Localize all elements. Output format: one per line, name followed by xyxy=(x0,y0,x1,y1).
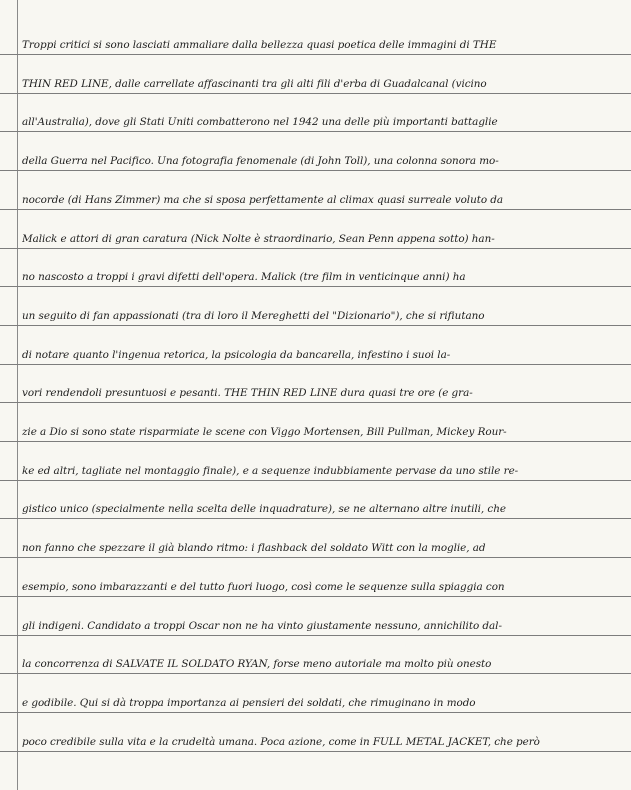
ruled-line xyxy=(0,93,631,94)
text-line-11: zie a Dio si sono state risparmiate le scene con Viggo Mortensen, Bill Pullman, Mickey Rour- xyxy=(22,426,507,438)
text-line-15: esempio, sono imbarazzanti e del tutto fuori luogo, così come le sequenze sulla spiaggia con xyxy=(22,581,505,593)
ruled-line xyxy=(0,131,631,132)
ruled-line xyxy=(0,286,631,287)
text-line-4: della Guerra nel Pacifico. Una fotografia fenomenale (di John Toll), una colonna sonora mo- xyxy=(22,155,499,167)
text-line-18: e godibile. Qui si dà troppa importanza ai pensieri dei soldati, che rimuginano in modo xyxy=(22,697,476,709)
ruled-line xyxy=(0,751,631,752)
ruled-line xyxy=(0,480,631,481)
ruled-line xyxy=(0,248,631,249)
text-line-5: nocorde (di Hans Zimmer) ma che si sposa perfettamente al climax quasi surreale voluto da xyxy=(22,194,504,206)
text-line-3: all'Australia), dove gli Stati Uniti combatterono nel 1942 una delle più importanti battaglie xyxy=(22,116,498,128)
text-line-2: THIN RED LINE, dalle carrellate affascinanti tra gli alti fili d'erba di Guadalcanal (vicino xyxy=(22,78,487,90)
text-line-7: no nascosto a troppi i gravi difetti dell'opera. Malick (tre film in venticinque anni) ha xyxy=(22,271,466,283)
ruled-line xyxy=(0,673,631,674)
ruled-line xyxy=(0,209,631,210)
ruled-line xyxy=(0,712,631,713)
ruled-line xyxy=(0,441,631,442)
ruled-line xyxy=(0,518,631,519)
text-line-12: ke ed altri, tagliate nel montaggio finale), e a sequenze indubbiamente pervase da uno stile re- xyxy=(22,465,519,477)
ruled-line xyxy=(0,54,631,55)
ruled-line xyxy=(0,325,631,326)
text-line-9: di notare quanto l'ingenua retorica, la psicologia da bancarella, infestino i suoi la- xyxy=(22,349,451,361)
margin-line xyxy=(17,0,18,790)
text-line-13: gistico unico (specialmente nella scelta delle inquadrature), se ne alternano altre inutili, che xyxy=(22,503,506,515)
text-line-8: un seguito di fan appassionati (tra di loro il Mereghetti del "Dizionario"), che si rifiutano xyxy=(22,310,485,322)
text-line-16: gli indigeni. Candidato a troppi Oscar non ne ha vinto giustamente nessuno, annichilito dal- xyxy=(22,620,502,632)
ruled-line xyxy=(0,557,631,558)
ruled-line xyxy=(0,596,631,597)
text-line-1: Troppi critici si sono lasciati ammaliare dalla bellezza quasi poetica delle immagini di THE xyxy=(22,39,497,51)
ruled-line xyxy=(0,635,631,636)
ruled-line xyxy=(0,402,631,403)
text-line-14: non fanno che spezzare il già blando ritmo: i flashback del soldato Witt con la moglie, ad xyxy=(22,542,486,554)
ruled-line xyxy=(0,364,631,365)
text-line-19: poco credibile sulla vita e la crudeltà umana. Poca azione, come in FULL METAL JACKET, che però xyxy=(22,736,540,748)
text-line-6: Malick e attori di gran caratura (Nick Nolte è straordinario, Sean Penn appena sotto) han- xyxy=(22,233,495,245)
text-line-17: la concorrenza di SALVATE IL SOLDATO RYAN, forse meno autoriale ma molto più onesto xyxy=(22,658,492,670)
text-line-10: vori rendendoli presuntuosi e pesanti. THE THIN RED LINE dura quasi tre ore (e gra- xyxy=(22,387,473,399)
ruled-line xyxy=(0,170,631,171)
